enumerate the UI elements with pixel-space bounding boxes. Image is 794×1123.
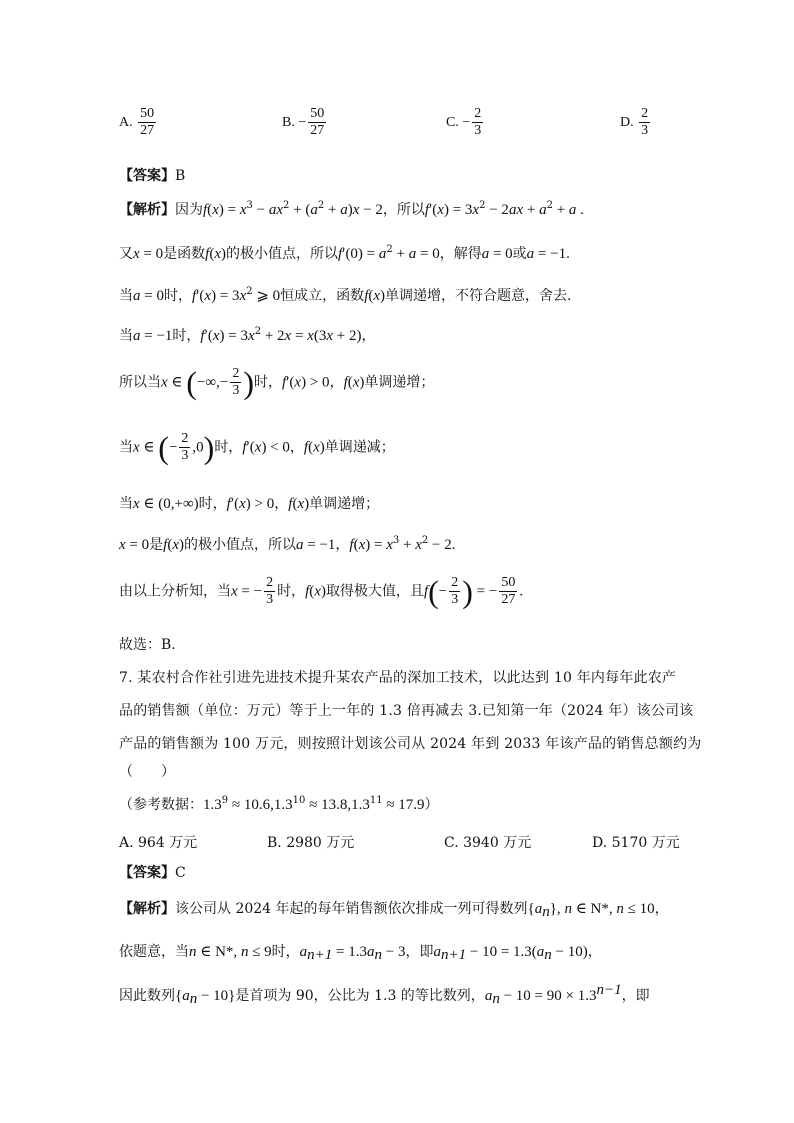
q6-analysis-line-1: 【解析】因为$f(x) = x^3 - ax^2 + (a^2 + a)x - 2$，所以$f'(x) = 3x^2 - 2ax + a^2 + a$ . [119, 200, 584, 218]
q6-analysis-line-9: 由以上分析知，当x = − $\frac{2}{3}$ 时，f(x)取得极大值，且f(− $\frac{2}{3}$ ) = − $\frac{50}{27}$ . [119, 573, 524, 610]
q6-analysis-line-3: 当a = 0时，$f'(x) = 3x^2$ ⩾ 0恒成立，函数f(x)单调递增，不符合题意，舍去. [119, 286, 572, 304]
q6-analysis-line-6: 当x ∈ (− $\frac{2}{3}$ ,0)时，f′(x) < 0，f(x)单调递减； [119, 429, 395, 466]
option-b: B. − $\frac{50}{27}$ [282, 106, 325, 139]
q6-analysis-line-5: 所以当x ∈ (−∞,− $\frac{2}{3}$ )时，f′(x) > 0，f(x)单调递增； [119, 364, 435, 401]
q7-stem-line-2: 品的销售额（单位：万元）等于上一年的 1.3 倍再减去 3.已知第一年（2024 年）该公司该 [119, 703, 694, 719]
q7-option-a: A. 964 万元 [119, 835, 198, 851]
q7-option-c: C. 3940 万元 [444, 835, 532, 851]
q7-paren: （ ） [119, 764, 175, 780]
q7-analysis-line-1: 【解析】该公司从 2024 年起的每年销售额依次排成一列可得数列$\{a_n\}$, n ∈ N*, n ≤ 10， [119, 901, 669, 920]
q7-analysis-line-3: 因此数列$\{a_n - 10\}$是首项为 90，公比为 1.3 的等比数列，$a_n - 10 = 90 \times 1.3^{n-1}$，即 [119, 982, 650, 1007]
option-b-fraction: $\frac{50}{27}$ [310, 106, 325, 139]
q7-stem-line-1: 7. 某农村合作社引进先进技术提升某农产品的深加工技术，以此达到 10 年内每年此农产 [119, 670, 677, 686]
q7-answer: 【答案】C [119, 865, 186, 881]
q6-analysis-line-8: x = 0是f(x)的极小值点，所以a = −1，$f(x) = x^3 + x^2 - 2$. [119, 535, 456, 553]
option-a-fraction: $\frac{50}{27}$ [140, 106, 155, 139]
q6-analysis-line-4: 当a = −1时，$f'(x) = 3x^2 + 2x = x(3x + 2)$， [119, 326, 376, 344]
q6-answer: 【答案】B [119, 168, 186, 184]
q6-analysis-line-2: 又x = 0是函数f(x)的极小值点，所以$f'(0) = a^2 + a = 0$，解得a = 0或a = −1. [119, 244, 570, 262]
q7-option-b: B. 2980 万元 [267, 835, 355, 851]
q6-choose: 故选：B. [119, 637, 176, 653]
option-d-fraction: $\frac{2}{3}$ [641, 106, 649, 139]
option-c: C. − $\frac{2}{3}$ [446, 106, 482, 139]
q7-option-d: D. 5170 万元 [592, 835, 680, 851]
q6-analysis-line-7: 当x ∈ (0,+∞)时，f′(x) > 0，f(x)单调递增； [119, 496, 380, 512]
option-c-fraction: $\frac{2}{3}$ [474, 106, 482, 139]
q7-analysis-line-2: 依题意，当n ∈ N*, n ≤ 9时，$a_{n+1} = 1.3a_n - 3$，即$a_{n+1} - 10 = 1.3(a_n - 10)$， [119, 944, 602, 963]
q7-reference-data: （参考数据：$1.3^9 \approx 10.6,1.3^{10} \approx 13.8,1.3^{11} \approx 17.9$） [119, 795, 439, 813]
option-d: D. $\frac{2}{3}$ [620, 106, 649, 139]
q7-stem-line-3: 产品的销售额为 100 万元，则按照计划该公司从 2024 年到 2033 年该产品的销售总额约为 [119, 736, 702, 752]
option-a: A. $\frac{50}{27}$ [119, 106, 155, 139]
